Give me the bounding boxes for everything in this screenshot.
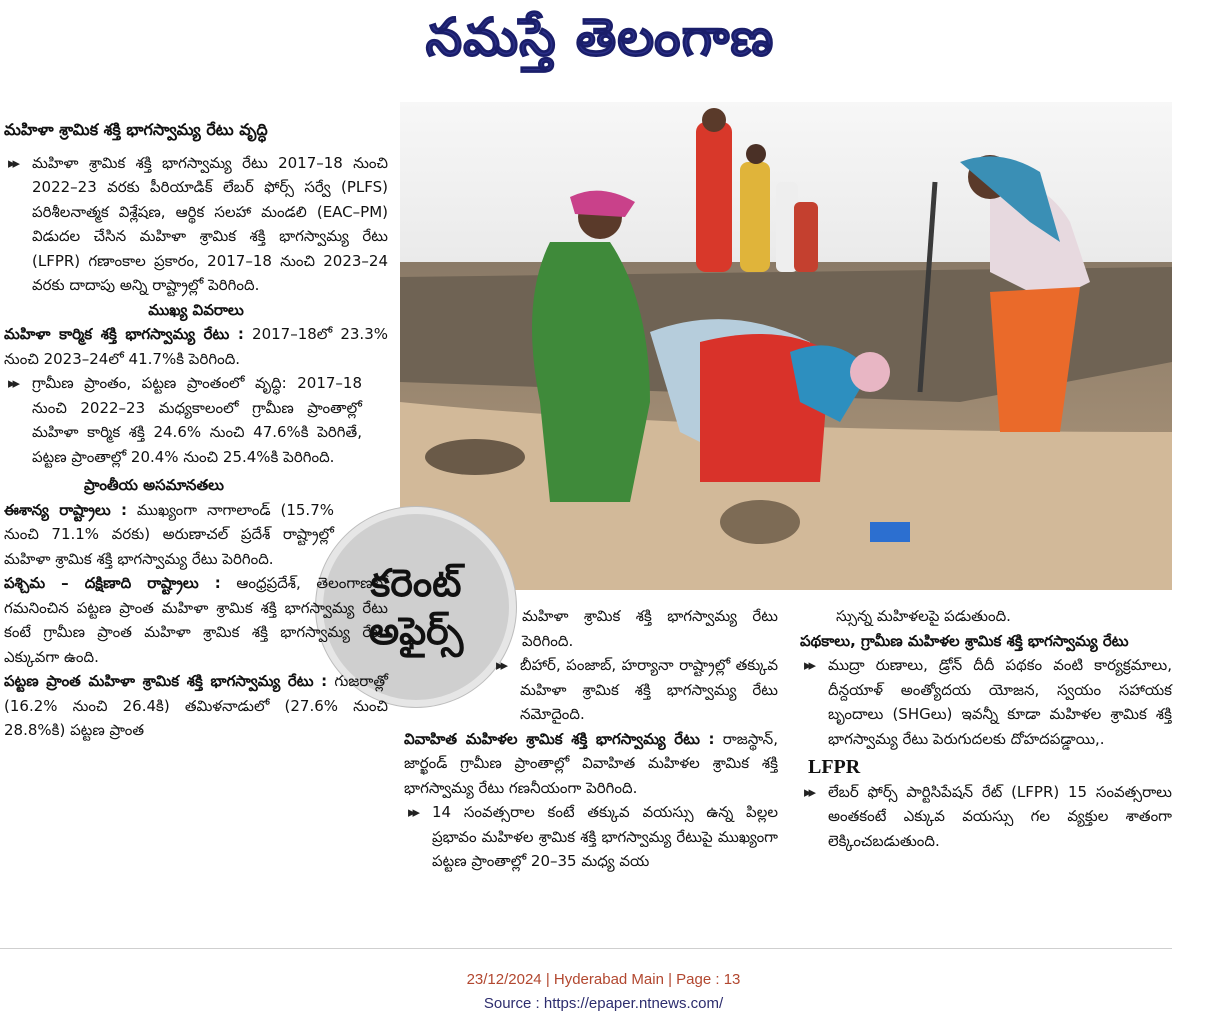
paragraph-text: ముఖ్యంగా నాగాలాండ్ (15.7% నుంచి 71.1% వరకు) అరుణాచల్ ప్రదేశ్ రాష్ట్రాల్లో మహిళా శ్రామిక శక్తి భాగస్వామ్య రేటు పెరిగింది. [4,500,334,568]
badge-line-2: అఫైర్స్ [368,609,464,653]
lfpr-heading: LFPR [808,756,861,778]
double-arrow-icon: ▸▸ [804,656,814,674]
subheading-key-details: ముఖ్య వివరాలు [148,300,244,319]
paragraph-text: 14 సంవత్సరాల కంటే తక్కువ వయస్సు ఉన్న పిల్లల ప్రభావం మహిళల శ్రామిక శక్తి భాగస్వామ్య రేటుపై ముఖ్యంగా పట్టణ ప్రాంతాల్లో 20–35 మధ్య వయ [432,803,778,870]
badge-line-1: కరెంట్ [370,561,462,605]
paragraph-children-impact [404,800,778,874]
paragraph-lfpr-definition [800,780,1172,854]
paragraph-continuation: స్సున్న మహిళలపై పడుతుంది. [836,607,1011,625]
paragraph-text: ఆంధ్రప్రదేశ్, తెలంగాణలో గమనించిన పట్టణ ప్రాంత మహిళా శ్రామిక శక్తి భాగస్వామ్య రేటు కంటే గ్రామీణ ప్రాంత మహిళా శ్రామిక శక్తి భాగస్వామ్య రేటు ఎక్కువగా ఉంది. [4,574,388,666]
footer-divider [0,948,1172,949]
paragraph-married-women [404,727,778,801]
masthead-title: నమస్తే తెలంగాణ [425,8,775,68]
women-labourers-photo [400,102,1172,590]
paragraph-label: వివాహిత మహిళల శ్రామిక శక్తి భాగస్వామ్య రేటు : [404,729,715,748]
double-arrow-icon: ▸▸ [408,803,418,821]
paragraph-label: మహిళా కార్మిక శక్తి భాగస్వామ్య రేటు : [4,325,244,343]
page-footer [0,968,1207,1016]
paragraph-lfpr-growth [4,151,388,298]
paragraph-lfpr-increased [404,604,778,653]
paragraph-text: బీహార్, పంజాబ్, హర్యానా రాష్ట్రాల్లో తక్కువ మహిళా శ్రామిక శక్తి భాగస్వామ్య రేటు నమోదైంది. [520,656,778,723]
paragraph-schemes [800,653,1172,751]
paragraph-urban-lfpr [4,669,388,743]
column-1-heading: మహిళా శ్రామిక శక్తి భాగస్వామ్య రేటు వృద్ధి [4,120,268,139]
paragraph-text: మహిళా శ్రామిక శక్తి భాగస్వామ్య రేటు 2017–18 నుంచి 2022–23 వరకు పీరియాడిక్ లేబర్ ఫోర్స్ సర్వే (PLFS) పరిశీలనాత్మక విశ్లేషణ, ఆర్థిక సలహా మండలి (EAC–PM) విడుదల చేసిన మహిళా శ్రామిక శక్తి భాగస్వామ్య రేటు (LFPR) గణాంకాల ప్రకారం, 2017–18 నుంచి 2023–24 వరకు దాదాపు అన్ని రాష్ట్రాల్లో పెరిగింది. [32,153,388,294]
paragraph-text: రాజస్థాన్, జార్ఖండ్ గ్రామీణ ప్రాంతాల్లో వివాహిత మహిళల శ్రామిక శక్తి భాగస్వామ్య రేటు గణనీయంగా పెరిగింది. [404,729,778,797]
subheading-regional-disparities: ప్రాంతీయ అసమానతలు [84,476,224,494]
paragraph-low-lfpr-states [492,653,778,727]
double-arrow-icon: ▸▸ [496,656,506,674]
paragraph-text: లేబర్ ఫోర్స్ పార్టిసిపేషన్ రేట్ (LFPR) 15 సంవత్సరాలు అంతకంటే ఎక్కువ వయస్సు గల వ్యక్తుల శాతంగా లెక్కించబడుతుంది. [828,782,1172,850]
double-arrow-icon: ▸▸ [804,782,814,801]
footer-source-link[interactable]: Source : https://epaper.ntnews.com/ [483,995,724,1012]
article-column-2 [404,604,778,874]
paragraph-text: ముద్రా రుణాలు, డ్రోన్ దీదీ పథకం వంటి కార్యక్రమాలు, దీన్దయాళ్ అంత్యోదయ యోజన, స్వయం సహాయక బృందాలు (SHGలు) ఇవన్నీ కూడా మహిళల శ్రామిక శక్తి భాగస్వామ్య రేటు పెరుగుదలకు దోహదపడ్డాయి,. [828,656,1172,748]
paragraph-text: మహిళా శ్రామిక శక్తి భాగస్వామ్య రేటు పెరిగింది. [522,607,778,650]
paragraph-text: 2017–18లో 23.3% నుంచి 2023–24లో 41.7%కి పెరిగింది. [4,325,388,368]
paragraph-text: గుజరాత్లో (16.2% నుంచి 26.4కి) తమిళనాడులో (27.6% నుంచి 28.8%కి) పట్టణ ప్రాంత [4,672,388,739]
paragraph-rural-urban [4,371,362,469]
paragraph-northeast [4,498,334,572]
photo-illustration [400,102,1172,590]
article-column-3 [800,604,1172,853]
double-arrow-icon: ▸▸ [8,153,18,172]
paragraph-west-south [4,571,388,669]
paragraph-label: ఈశాన్య రాష్ట్రాలు : [4,500,128,519]
paragraph-female-lfpr [4,322,388,371]
double-arrow-icon: ▸▸ [8,374,18,392]
paragraph-label: పశ్చిమ – దక్షిణాది రాష్ట్రాలు : [4,574,221,592]
article-column-1 [4,118,388,743]
footer-date-edition: 23/12/2024 | Hyderabad Main | Page : 13 [466,971,741,988]
newspaper-masthead [380,8,820,74]
paragraph-text: గ్రామీణ ప్రాంతం, పట్టణ ప్రాంతంలో వృద్ధి: 2017–18 నుంచి 2022–23 మధ్యకాలంలో గ్రామీణ ప్రాంతాల్లో మహిళా కార్మిక శక్తి 24.6% నుంచి 47.6%కి పెరిగితే, పట్టణ ప్రాంతాల్లో 20.4% నుంచి 25.4%కి పెరిగింది. [32,374,362,466]
paragraph-label: పట్టణ ప్రాంత మహిళా శ్రామిక శక్తి భాగస్వామ్య రేటు : [4,672,328,690]
column-3-heading: పథకాలు, గ్రామీణ మహిళల శ్రామిక శక్తి భాగస్వామ్య రేటు [800,631,1129,650]
